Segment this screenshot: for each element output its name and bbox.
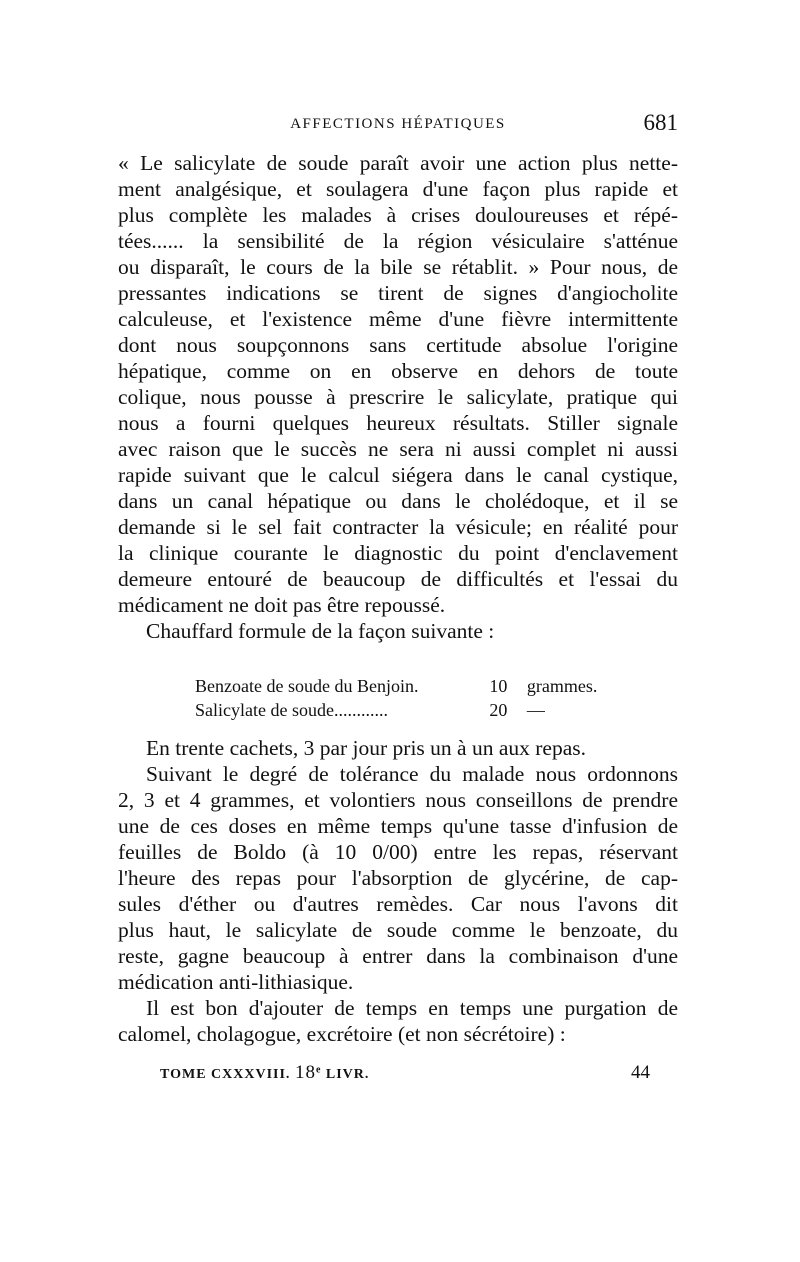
- body-text-upper: [118, 150, 678, 644]
- formula-row: [195, 674, 625, 698]
- text-line: médicament ne doit pas être repoussé.: [118, 593, 446, 617]
- paragraph-quote: [118, 150, 678, 644]
- text-line: tées...... la sensibilité de la région vésiculaire s'atténue: [118, 229, 678, 253]
- text-line: plus complète les malades à crises douloureuses et répé-: [118, 203, 678, 227]
- text-line: feuilles de Boldo (à 10 0/00) entre les repas, réservant: [118, 840, 678, 864]
- text-line: nous a fourni quelques heureux résultats. Stiller signale: [118, 411, 678, 435]
- text-line: dont nous soupçonnons sans certitude absolue l'origine: [118, 333, 678, 357]
- ingredient-quantity: 10: [489, 676, 508, 696]
- ingredient-name: Benzoate de soude du Benjoin.: [195, 676, 419, 696]
- text-line: calculeuse, et l'existence même d'une fièvre intermittente: [118, 307, 678, 331]
- text-line: avec raison que le succès ne sera ni aussi complet ni aussi: [118, 437, 678, 461]
- page-number: 681: [643, 110, 678, 135]
- text-line: Il est bon d'ajouter de temps en temps une purgation de: [146, 996, 678, 1020]
- running-head: [118, 110, 678, 140]
- text-line: ment analgésique, et soulagera d'une façon plus rapide et: [118, 177, 678, 201]
- ingredient-quantity: 20: [489, 700, 508, 720]
- text-line: pressantes indications se tirent de signes d'angiocholite: [118, 281, 678, 305]
- text-line: reste, gagne beaucoup à entrer dans la combinaison d'une: [118, 944, 678, 968]
- volume-signature: TOME CXXXVIII. 18e LIVR.: [160, 1062, 370, 1083]
- formula-intro: Chauffard formule de la façon suivante :: [146, 619, 495, 643]
- text-line: une de ces doses en même temps qu'une tasse d'infusion de: [118, 814, 678, 838]
- ingredient-name: Salicylate de soude............: [195, 700, 388, 720]
- text-line: médication anti-lithiasique.: [118, 970, 354, 994]
- text-line: plus haut, le salicylate de soude comme le benzoate, du: [118, 918, 678, 942]
- ingredient-unit: —: [526, 700, 545, 720]
- paragraph-purgation: [118, 995, 678, 1047]
- text-line: colique, nous pousse à prescrire le salicylate, pratique qui: [118, 385, 678, 409]
- running-title: AFFECTIONS HÉPATIQUES: [290, 116, 506, 132]
- text-line: demeure entouré de beaucoup de difficultés et l'essai du: [118, 567, 678, 591]
- text-line: l'heure des repas pour l'absorption de glycérine, de cap-: [118, 866, 678, 890]
- formula-row: [195, 698, 625, 722]
- body-text-lower: [118, 735, 678, 1047]
- text-line: En trente cachets, 3 par jour pris un à un aux repas.: [146, 736, 586, 760]
- text-line: sules d'éther ou d'autres remèdes. Car nous l'avons dit: [118, 892, 678, 916]
- signature-issue-label: LIVR.: [325, 1067, 370, 1082]
- text-line: hépatique, comme on en observe en dehors de toute: [118, 359, 678, 383]
- ingredient-unit: grammes.: [526, 676, 598, 696]
- text-line: « Le salicylate de soude paraît avoir une action plus nette-: [118, 151, 678, 175]
- text-line: 2, 3 et 4 grammes, et volontiers nous conseillons de prendre: [118, 788, 678, 812]
- paragraph-dosage: [118, 735, 678, 761]
- text-line: demande si le sel fait contracter la vésicule; en réalité pour: [118, 515, 678, 539]
- signature-volume: TOME CXXXVIII.: [160, 1067, 291, 1082]
- signature-line: [160, 1062, 650, 1088]
- text-line: la clinique courante le diagnostic du point d'enclavement: [118, 541, 678, 565]
- text-line: calomel, cholagogue, excrétoire (et non sécrétoire) :: [118, 1022, 566, 1046]
- text-line: dans un canal hépatique ou dans le cholédoque, et il se: [118, 489, 678, 513]
- sheet-number: 44: [631, 1062, 650, 1083]
- paragraph-tolerance: [118, 761, 678, 995]
- text-line: ou disparaît, le cours de la bile se rétablit. » Pour nous, de: [118, 255, 678, 279]
- text-line: rapide suivant que le calcul siégera dans le canal cystique,: [118, 463, 678, 487]
- prescription-formula: [195, 674, 625, 722]
- text-line: Suivant le degré de tolérance du malade nous ordonnons: [146, 762, 678, 786]
- signature-issue-number: 18: [294, 1062, 316, 1083]
